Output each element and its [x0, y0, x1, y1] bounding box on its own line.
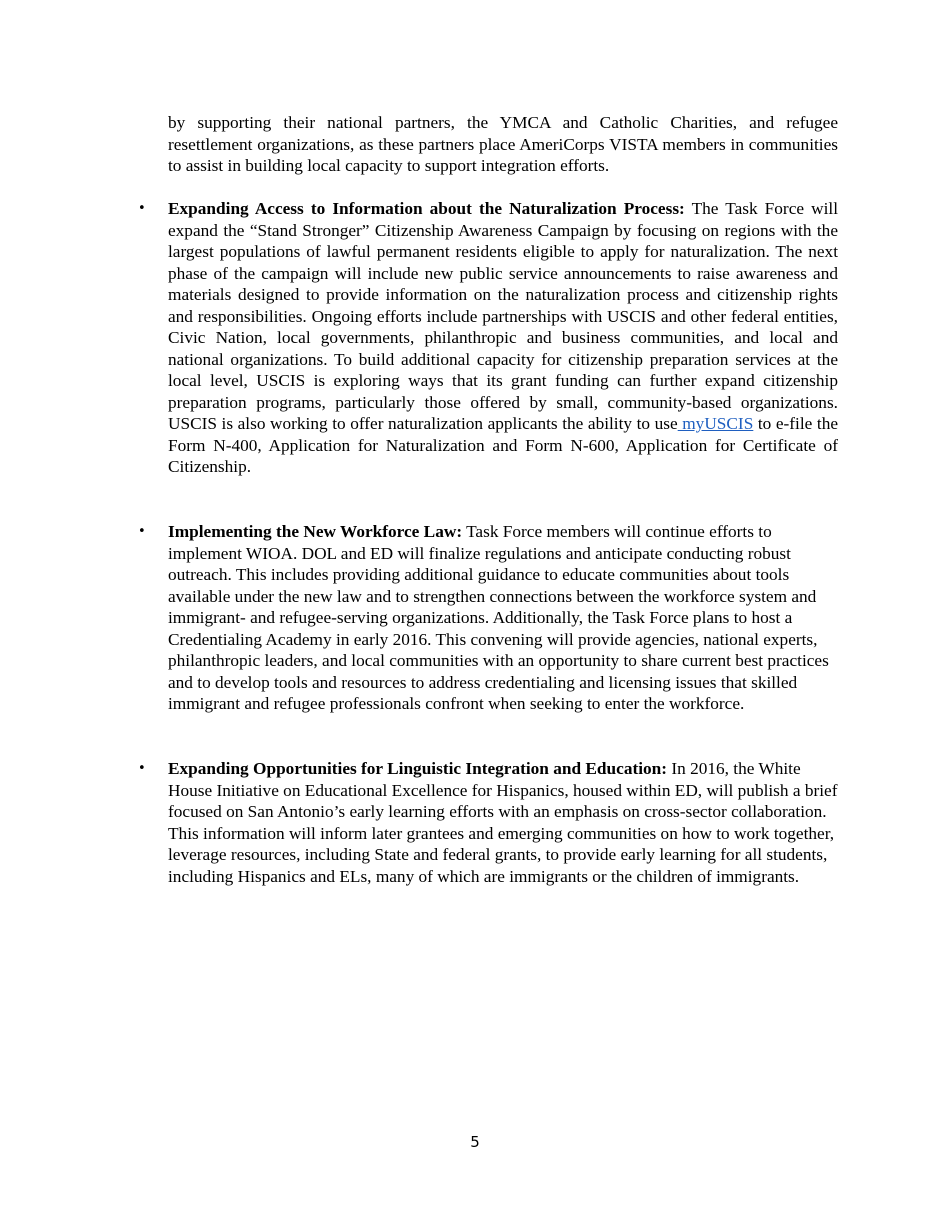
bullet-body: In 2016, the White House Initiative on Educational Excellence for Hispanics, housed within ED, will publish a brief focused on San Antonio’s early learning efforts with an emphasis on cross-sector collaboration. This information will inform later grantees and emerging communities on how to work together, leverage resources, including State and federal grants, to provide early learning for all students, including Hispanics and ELs, many of which are immigrants or the children of immigrants. [168, 759, 838, 886]
bullet-naturalization-text [168, 198, 838, 478]
bullet-body: Task Force members will continue efforts to implement WIOA. DOL and ED will finalize regulations and anticipate conducting robust outreach. This includes providing additional guidance to educate communities about tools available under the new law and to strengthen connections between the workforce system and immigrant- and refugee-serving organizations. Additionally, the Task Force plans to host a Credentialing Academy in early 2016. This convening will provide agencies, national experts, philanthropic leaders, and local communities with an opportunity to share current best practices and to develop tools and resources to address credentialing and licensing issues that skilled immigrant and refugee professionals confront when seeking to enter the workforce. [168, 522, 829, 713]
myuscis-link[interactable]: myUSCIS [677, 414, 754, 433]
bullet-heading: Expanding Opportunities for Linguistic Integration and Education: [168, 759, 668, 778]
bullet-heading: Implementing the New Workforce Law: [168, 522, 463, 541]
bullet-workforce-text [168, 521, 838, 715]
bullet-icon: • [138, 761, 146, 776]
bullet-naturalization [138, 198, 839, 478]
bullet-body-end: to e-file the Form N-400, Application for Naturalization and Form N-600, Application for Certificate of Citizenship. [168, 414, 839, 476]
continuation-paragraph: by supporting their national partners, the YMCA and Catholic Charities, and refugee resettlement organizations, as these partners place AmeriCorps VISTA members in communities to assist in building local capacity to support integration efforts. [168, 113, 838, 175]
bullet-workforce [138, 521, 838, 715]
bullet-icon: • [138, 201, 146, 216]
bullet-heading: Expanding Access to Information about the Naturalization Process: [168, 199, 685, 218]
page-number: 5 [470, 1133, 480, 1151]
bullet-body: The Task Force will expand the “Stand Stronger” Citizenship Awareness Campaign by focusing on regions with the largest populations of lawful permanent residents eligible to apply for naturalization. The next phase of the campaign will include new public service announcements to raise awareness and materials designed to provide information on the naturalization process and citizenship rights and responsibilities. Ongoing efforts include partnerships with USCIS and other federal entities, Civic Nation, local governments, philanthropic and business communities, and local and national organizations. To build additional capacity for citizenship preparation services at the local level, USCIS is exploring ways that its grant funding can further expand citizenship preparation programs, particularly those offered by small, community-based organizations. USCIS is also working to offer naturalization applicants the ability to use [168, 199, 838, 433]
bullet-linguistic-text [168, 758, 838, 887]
bullet-linguistic [138, 758, 838, 887]
bullet-icon: • [138, 524, 146, 539]
